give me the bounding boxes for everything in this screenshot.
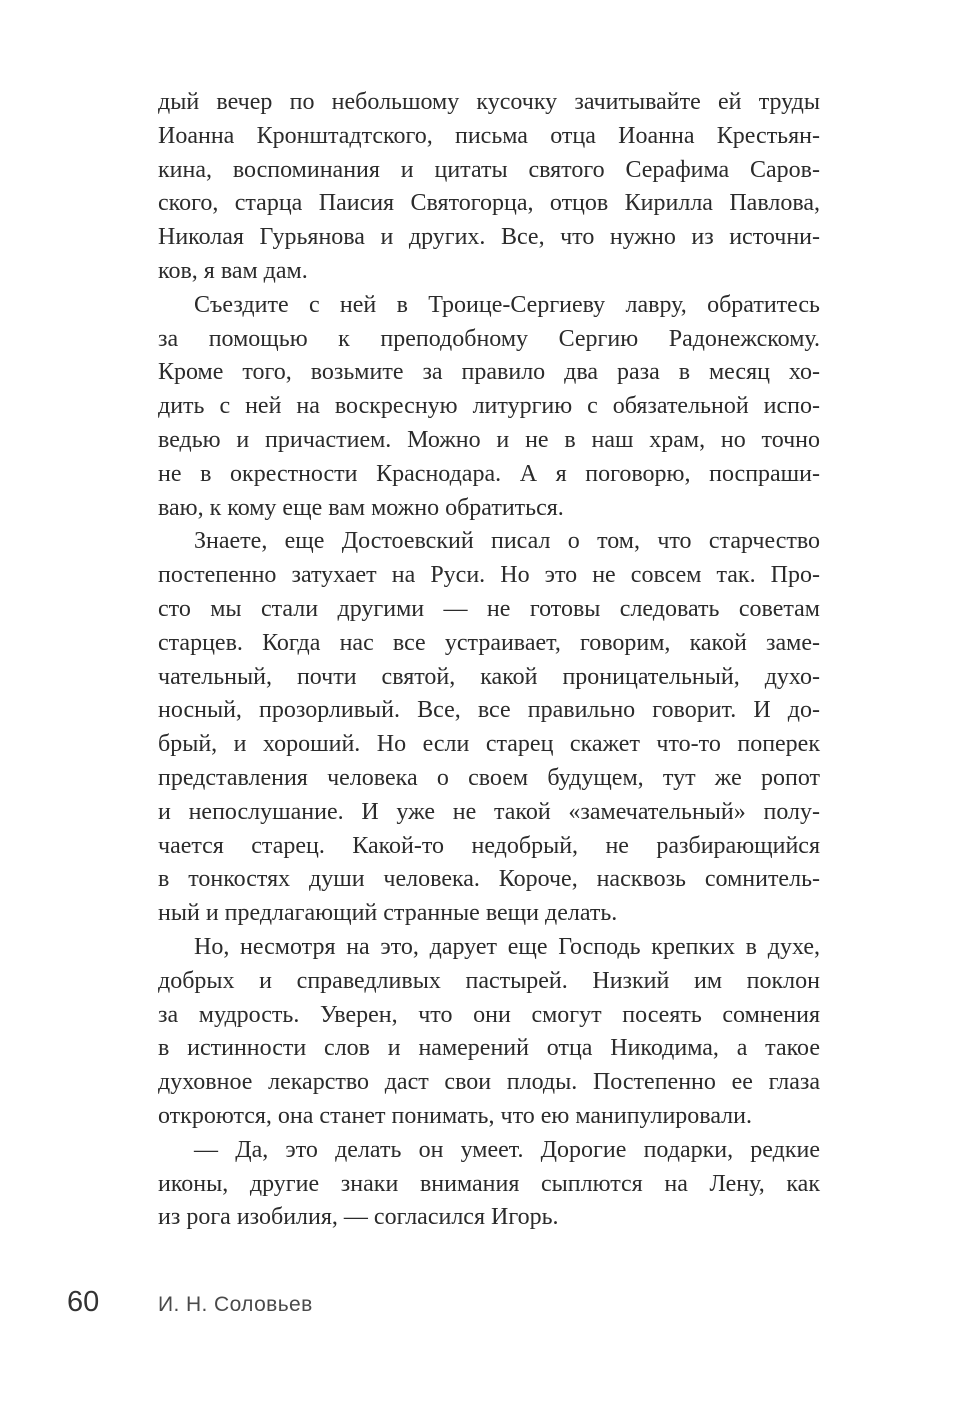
text-line: в истинности слов и намерений отца Никодима, а такое [158,1035,820,1062]
text-line: Иоанна Кронштадтского, письма отца Иоанна Крестьян- [158,122,820,149]
text-line: дый вечер по небольшому кусочку зачитывайте ей труды [158,89,820,115]
text-line: Съездите с ней в Троице-Сергиеву лавру, обратитесь [194,291,820,318]
text-line: Знаете, еще Достоевский писал о том, что старчество [194,528,820,555]
text-line: за помощью к преподобному Сергию Радонежскому. [158,325,820,352]
text-line: за мудрость. Уверен, что они смогут посеять сомнения [158,1001,820,1028]
text-line: ского, старца Паисия Святогорца, отцов Кирилла Павлова, [158,190,820,217]
page-footer [0,1282,970,1322]
paragraph [158,1134,820,1235]
text-line: иконы, другие знаки внимания сыплются на Лену, как [158,1170,820,1197]
text-line: духовное лекарство даст свои плоды. Постепенно ее глаза [158,1069,820,1096]
running-title-author: И. Н. Соловьев [158,1293,313,1316]
text-line: кина, воспоминания и цитаты святого Серафима Саров- [158,156,820,183]
paragraph [158,931,820,1134]
text-line: представления человека о своем будущем, тут же ропот [158,764,820,791]
text-line: брый, и хороший. Но если старец скажет что-то поперек [158,731,820,758]
text-line: сто мы стали другими — не готовы следовать советам [158,595,820,622]
text-line: ваю, к кому еще вам можно обратиться. [158,494,564,521]
text-line: носный, прозорливый. Все, все правильно говорит. И до- [158,697,820,724]
text-line: в тонкостях души человека. Короче, насквозь сомнитель- [158,866,820,893]
text-line: Николая Гурьянова и других. Все, что нужно из источни- [158,224,820,251]
paragraph [158,86,820,289]
text-line: не в окрестности Краснодара. А я поговорю, поспраши- [158,460,820,487]
text-line: чается старец. Какой-то недобрый, не разбирающийся [158,832,820,859]
text-line: постепенно затухает на Руси. Но это не совсем так. Про- [158,562,820,589]
text-line: откроются, она станет понимать, что ею манипулировали. [158,1102,752,1129]
text-line: добрых и справедливых пастырей. Низкий им поклон [158,967,820,994]
text-line: — Да, это делать он умеет. Дорогие подарки, редкие [194,1136,820,1163]
text-line: ный и предлагающий странные вещи делать. [158,900,618,927]
text-line: ков, я вам дам. [158,257,308,284]
text-line: старцев. Когда нас все устраивает, говорим, какой заме- [158,629,820,656]
text-line: и непослушание. И уже не такой «замечательный» полу- [158,798,820,825]
text-line: Но, несмотря на это, дарует еще Господь крепких в духе, [194,933,820,960]
text-line: дить с ней на воскресную литургию с обязательной испо- [158,393,820,420]
paragraph [158,289,820,526]
text-line: Кроме того, возьмите за правило два раза в месяц хо- [158,359,820,386]
text-line: ведью и причастием. Можно и не в наш храм, но точно [158,426,820,453]
page-number: 60 [67,1286,100,1318]
body-text [158,86,820,1235]
text-line: чательный, почти святой, какой проницательный, духо- [158,663,820,690]
paragraph [158,525,820,931]
text-line: из рога изобилия, — согласился Игорь. [158,1204,559,1231]
